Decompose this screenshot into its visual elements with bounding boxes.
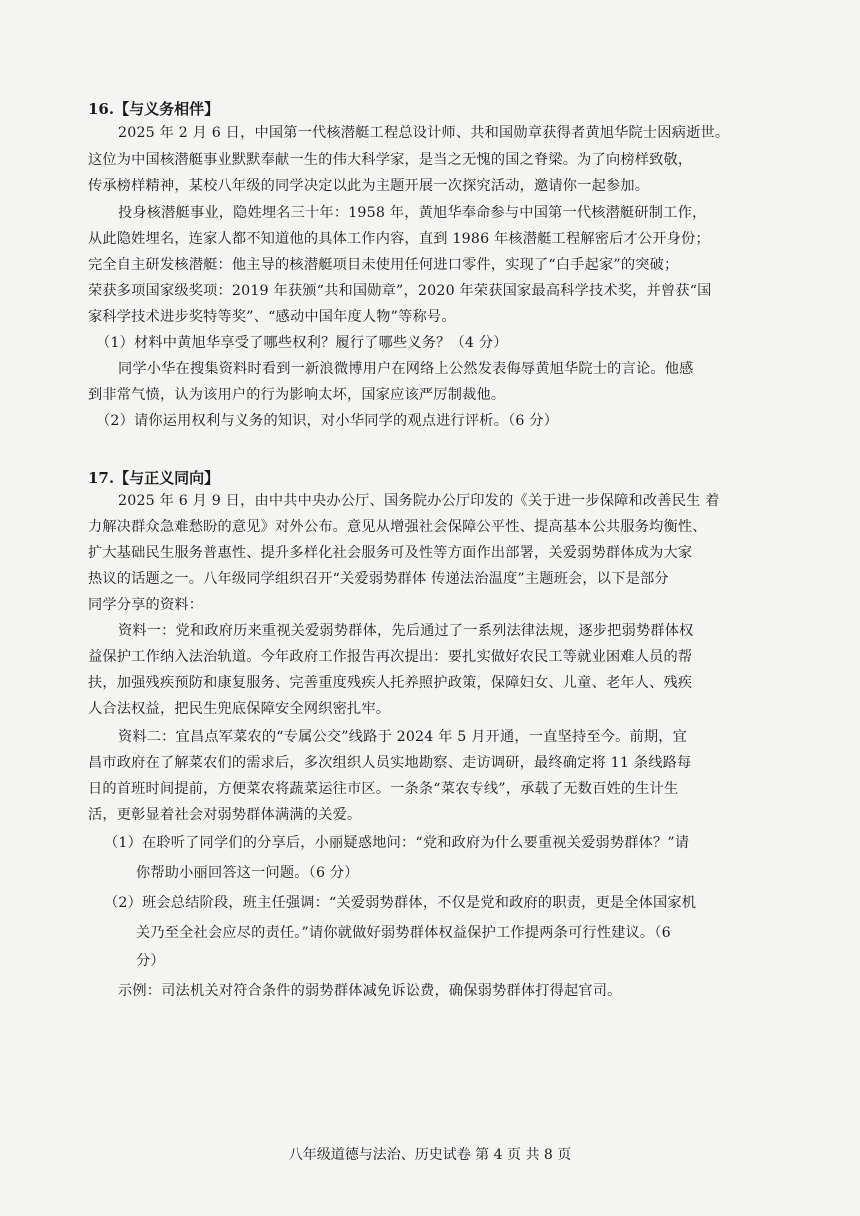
q17-material-2-line: 昌市政府在了解菜农们的需求后，多次组织人员实地勘察、走访调研，最终确定将 11 条线路每 [88,755,692,771]
q17-paragraph-line: 热议的话题之一。八年级同学组织召开“关爱弱势群体 传递法治温度”主题班会，以下是部分 [88,571,669,587]
q16-material-line: 荣获多项国家级奖项：2019 年获颁“共和国勋章”，2020 年荣获国家最高科学技术奖，并曾获“国 [88,283,712,299]
q17-material-1-line: 资料一：党和政府历来重视关爱弱势群体，先后通过了一系列法律法规，逐步把弱势群体权 [118,623,694,639]
q16-material-line: 完全自主研发核潜艇：他主导的核潜艇项目未使用任何进口零件，实现了“白手起家”的突破； [88,257,679,273]
q17-paragraph-line: 2025 年 6 月 9 日，由中共中央办公厅、国务院办公厅印发的《关于进一步保障和改善民生 着 [118,493,720,509]
q17-material-2-line: 资料二：宜昌点军菜农的“专属公交”线路于 2024 年 5 月开通，一直坚持至今。前期，宜 [118,729,688,745]
q16-subquestion-1: （1）材料中黄旭华享受了哪些权利？履行了哪些义务？（4 分） [96,335,508,351]
q16-paragraph-line: 这位为中国核潜艇事业默默奉献一生的伟大科学家，是当之无愧的国之脊梁。为了向榜样致敬， [88,152,693,168]
q17-paragraph-line: 力解决群众急难愁盼的意见》对外公布。意见从增强社会保障公平性、提高基本公共服务均衡性、 [88,519,707,535]
q16-paragraph-line: 传承榜样精神，某校八年级的同学决定以此为主题开展一次探究活动，邀请你一起参加。 [88,178,650,194]
q17-subquestion-2: （2）班会总结阶段，班主任强调：“关爱弱势群体，不仅是党和政府的职责，更是全体国家机 [104,895,697,911]
q16-material-line: 从此隐姓埋名，连家人都不知道他的具体工作内容，直到 1986 年核潜艇工程解密后才公开身份； [88,231,710,247]
q17-paragraph-line: 同学分享的资料： [88,597,204,613]
q17-material-1-line: 扶，加强残疾预防和康复服务、完善重度残疾人托养照护政策，保障妇女、儿童、老年人、残疾 [88,675,693,691]
q16-material-line: 投身核潜艇事业，隐姓埋名三十年：1958 年，黄旭华奉命参与中国第一代核潜艇研制工作， [118,205,707,221]
q17-subquestion-2-cont: 分） [136,953,165,969]
q17-material-1-line: 人合法权益，把民生兜底保障安全网织密扎牢。 [88,701,391,717]
q16-material-line: 同学小华在搜集资料时看到一新浪微博用户在网络上公然发表侮辱黄旭华院士的言论。他感 [118,361,694,377]
q16-subquestion-2: （2）请你运用权利与义务的知识，对小华同学的观点进行评析。（6 分） [96,413,559,429]
q17-paragraph-line: 扩大基础民生服务普惠性、提升多样化社会服务可及性等方面作出部署，关爱弱势群体成为大家 [88,545,693,561]
q16-material-line: 到非常气愤，认为该用户的行为影响太坏，国家应该严厉制裁他。 [88,387,506,403]
question-16-heading: 16.【与义务相伴】 [88,100,220,118]
q17-material-2-line: 活，更彰显着社会对弱势群体满满的关爱。 [88,807,362,823]
page-footer: 八年级道德与法治、历史试卷 第 4 页 共 8 页 [288,1147,572,1163]
q17-example: 示例：司法机关对符合条件的弱势群体减免诉讼费，确保弱势群体打得起官司。 [118,983,622,999]
q17-material-2-line: 日的首班时间提前，方便菜农将蔬菜运往市区。一条条“菜农专线”，承载了无数百姓的生计生 [88,781,679,797]
q17-subquestion-1: （1）在聆听了同学们的分享后，小丽疑惑地问：“党和政府为什么要重视关爱弱势群体？”请 [104,835,690,851]
q17-subquestion-2-cont: 关乃至全社会应尽的责任。”请你就做好弱势群体权益保护工作提两条可行性建议。（6 [136,925,671,941]
question-17-heading: 17.【与正义同向】 [88,469,220,487]
q17-subquestion-1-cont: 你帮助小丽回答这一问题。（6 分） [136,865,359,881]
q17-material-1-line: 益保护工作纳入法治轨道。今年政府工作报告再次提出：要扎实做好农民工等就业困难人员的帮 [88,649,693,665]
q16-material-line: 家科学技术进步奖特等奖”、“感动中国年度人物”等称号。 [88,309,456,325]
q16-paragraph-line: 2025 年 2 月 6 日，中国第一代核潜艇工程总设计师、共和国勋章获得者黄旭华院士因病逝世。 [118,125,730,141]
